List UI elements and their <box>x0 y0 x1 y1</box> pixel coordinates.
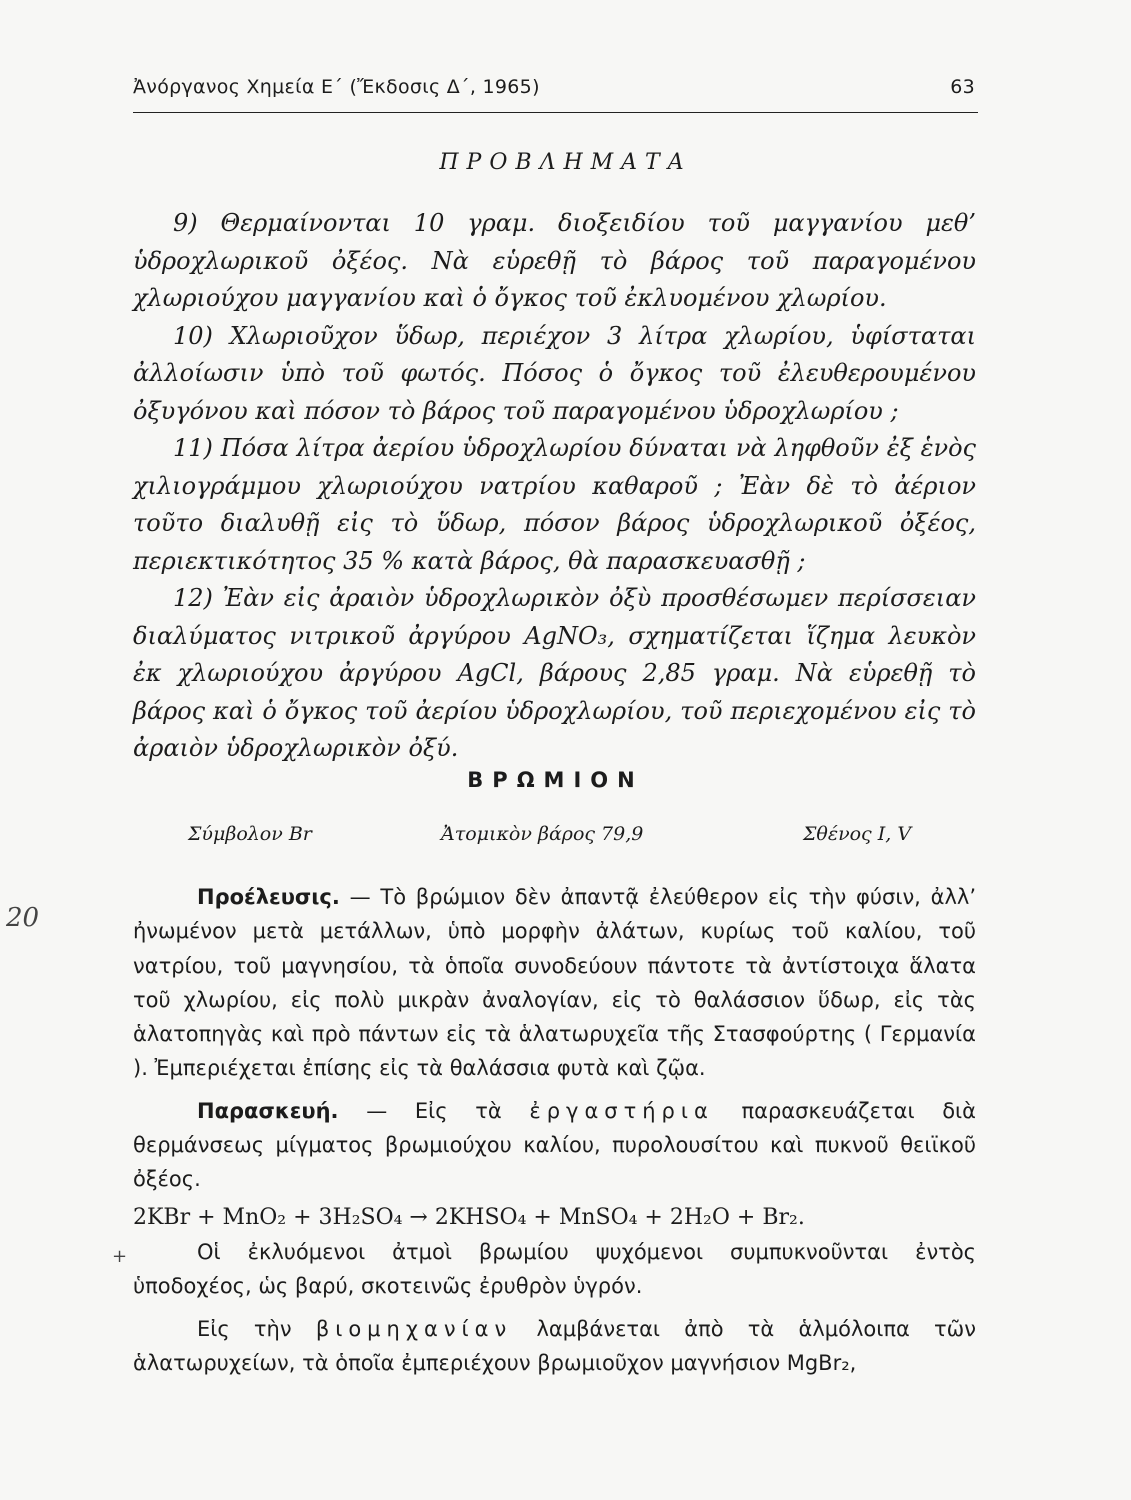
bromine-title: ΒΡΩΜΙΟΝ <box>467 768 644 792</box>
reaction-equation: 2KBr + MnO₂ + 3H₂SO₄ → 2KHSO₄ + MnSO₄ + 2H₂O + Br₂. <box>133 1204 805 1230</box>
bromine-body <box>133 880 976 1380</box>
preparation-intro: — Εἰς τὰ <box>338 1098 530 1123</box>
preparation-text: παρασκευάζεται διὰ θερμάνσεως μίγματος βρωμιούχου καλίου, πυρολουσίτου καὶ πυκνοῦ θειϊκοῦ ὀξέος. <box>133 1098 976 1192</box>
preparation-label: Παρασκευή. <box>197 1098 339 1123</box>
vapors-paragraph: Οἱ ἐκλυόμενοι ἀτμοὶ βρωμίου ψυχόμενοι συμπυκνοῦνται ἐντὸς ὑποδοχέος, ὡς βαρύ, σκοτεινῶς ἐρυθρὸν ὑγρόν. <box>133 1239 976 1299</box>
preparation-paragraph <box>133 1094 976 1197</box>
problem-item: 11) Πόσα λίτρα ἀερίου ὑδροχλωρίου δύναται νὰ ληφθοῦν ἐξ ἑνὸς χιλιογράμμου χλωριούχου νατρίου καθαροῦ ; Ἐὰν δὲ τὸ ἀέριον τοῦτο διαλυθῇ εἰς τὸ ὕδωρ, πόσον βάρος ὑδροχλωρικοῦ ὀξέος, περιεκτικότητος 35 % κατὰ βάρος, θὰ παρασκευασθῇ ; <box>133 434 976 575</box>
origin-label: Προέλευσις. <box>197 885 340 909</box>
page-number: 63 <box>950 76 975 98</box>
element-symbol: Σύμβολον Br <box>188 823 312 845</box>
margin-plus-mark: + <box>112 1246 128 1267</box>
header-rule <box>133 112 978 113</box>
problem-item: 9) Θερμαίνονται 10 γραμ. διοξειδίου τοῦ μαγγανίου μεθ’ ὑδροχλωρικοῦ ὀξέος. Νὰ εὑρεθῇ τὸ βάρος τοῦ παραγομένου χλωριούχου μαγγανίου καὶ ὁ ὄγκος τοῦ ἐκλυομένου χλωρίου. <box>133 209 976 312</box>
laboratory-word: ἐργαστήρια <box>529 1098 714 1123</box>
industry-text: λαμβάνεται ἀπὸ τὰ ἁλμόλοιπα τῶν ἁλατωρυχείων, τὰ ὁποῖα ἐμπεριέχουν βρωμιοῦχον μαγνήσιον MgBr₂, <box>133 1316 977 1375</box>
problems-title: ΠΡΟΒΛΗΜΑΤΑ <box>439 150 692 175</box>
problem-item: 12) Ἐὰν εἰς ἀραιὸν ὑδροχλωρικὸν ὀξὺ προσθέσωμεν περίσσειαν διαλύματος νιτρικοῦ ἀργύρου AgNO₃, σχηματίζεται ἵζημα λευκὸν ἐκ χλωριούχου ἀργύρου AgCl, βάρους 2,85 γραμ. Νὰ εὑρεθῇ τὸ βάρος καὶ ὁ ὄγκος τοῦ ἀερίου ὑδροχλωρίου, τοῦ περιεχομένου εἰς τὸ ἀραιὸν ὑδροχλωρικὸν ὀξύ. <box>133 584 976 762</box>
running-header <box>133 76 975 98</box>
origin-paragraph <box>133 880 976 1086</box>
industry-word: βιομηχανίαν <box>315 1316 513 1341</box>
origin-text: — Τὸ βρώμιον δὲν ἀπαντᾷ ἐλεύθερον εἰς τὴν φύσιν, ἀλλ’ ἠνωμένον μετὰ μετάλλων, ὑπὸ μορφὴν ἀλάτων, κυρίως τοῦ καλίου, τοῦ νατρίου, τοῦ μαγνησίου, τὰ ὁποῖα συνοδεύουν πάντοτε τὰ ἀντίστοιχα ἅλατα τοῦ χλωρίου, εἰς πολὺ μικρὰν ἀναλογίαν, εἰς τὸ θαλάσσιον ὕδωρ, εἰς τὰς ἁλατοπηγὰς καὶ πρὸ πάντων εἰς τὰ ἁλατωρυχεῖα τῆς Στασφούρτης ( Γερμανία ). Ἐμπεριέχεται ἐπίσης εἰς τὰ θαλάσσια φυτὰ καὶ ζῷα. <box>133 885 976 1081</box>
margin-annotation: 20 <box>6 903 40 933</box>
header-title: Ἀνόργανος Χημεία Ε΄ (Ἔκδοσις Δ΄, 1965) <box>133 76 540 98</box>
industry-intro: Εἰς τὴν <box>197 1316 316 1341</box>
problems-list <box>133 205 976 768</box>
element-atomic-weight: Ἀτομικὸν βάρος 79,9 <box>441 823 644 845</box>
industry-paragraph <box>133 1312 976 1381</box>
problem-item: 10) Χλωριοῦχον ὕδωρ, περιέχον 3 λίτρα χλωρίου, ὑφίσταται ἀλλοίωσιν ὑπὸ τοῦ φωτός. Πόσος ὁ ὄγκος τοῦ ἐλευθερουμένου ὀξυγόνου καὶ πόσον τὸ βάρος τοῦ παραγομένου ὑδροχλωρίου ; <box>133 321 976 425</box>
element-valence: Σθένος I, V <box>803 823 912 845</box>
